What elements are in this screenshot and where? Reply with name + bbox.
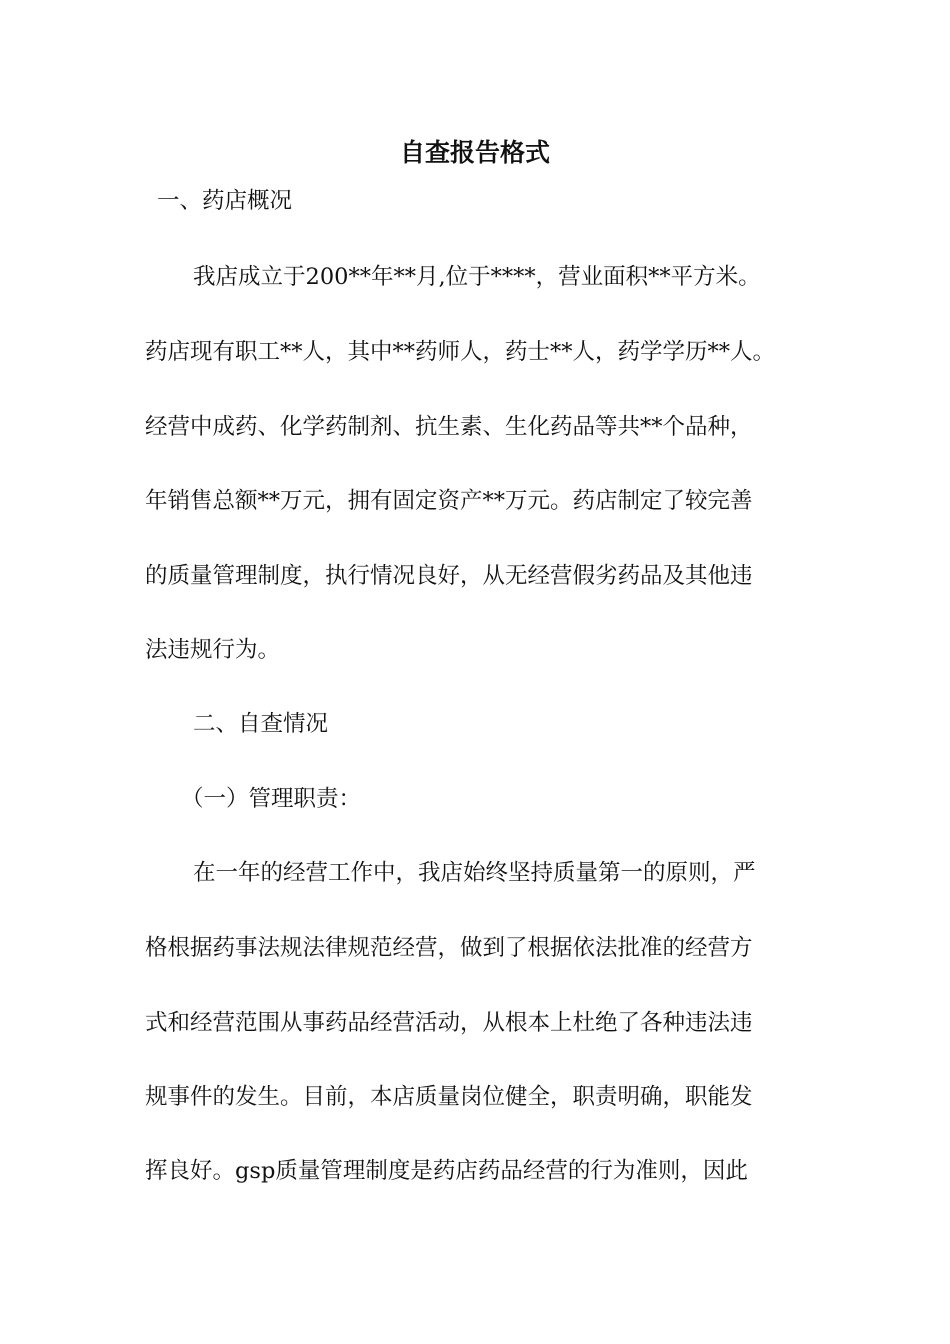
paragraph-line: 药店现有职工**人，其中**药师人，药士**人，药学学历**人。 — [145, 339, 776, 365]
paragraph-line: 经营中成药、化学药制剂、抗生素、生化药品等共**个品种， — [145, 414, 753, 440]
paragraph-line: 式和经营范围从事药品经营活动，从根本上杜绝了各种违法违 — [145, 1010, 753, 1036]
paragraph-line: 格根据药事法规法律规范经营，做到了根据依法批准的经营方 — [145, 935, 753, 961]
paragraph-line: 在一年的经营工作中，我店始终坚持质量第一的原则，严 — [193, 860, 756, 886]
paragraph-line: 挥良好。gsp质量管理制度是药店药品经营的行为准则，因此 — [145, 1158, 748, 1184]
section-heading-2: 二、自查情况 — [193, 711, 329, 737]
paragraph-line: 法违规行为。 — [145, 637, 281, 663]
document-title: 自查报告格式 — [399, 138, 550, 167]
subsection-heading: （一）管理职责： — [181, 786, 362, 812]
paragraph-line: 规事件的发生。目前，本店质量岗位健全，职责明确，职能发 — [145, 1084, 753, 1110]
paragraph-line: 我店成立于200**年**月,位于****，营业面积**平方米。 — [193, 264, 761, 290]
paragraph-line: 的质量管理制度，执行情况良好，从无经营假劣药品及其他违 — [145, 563, 753, 589]
section-heading-1: 一、药店概况 — [157, 188, 293, 214]
paragraph-line: 年销售总额**万元，拥有固定资产**万元。药店制定了较完善 — [145, 488, 753, 514]
